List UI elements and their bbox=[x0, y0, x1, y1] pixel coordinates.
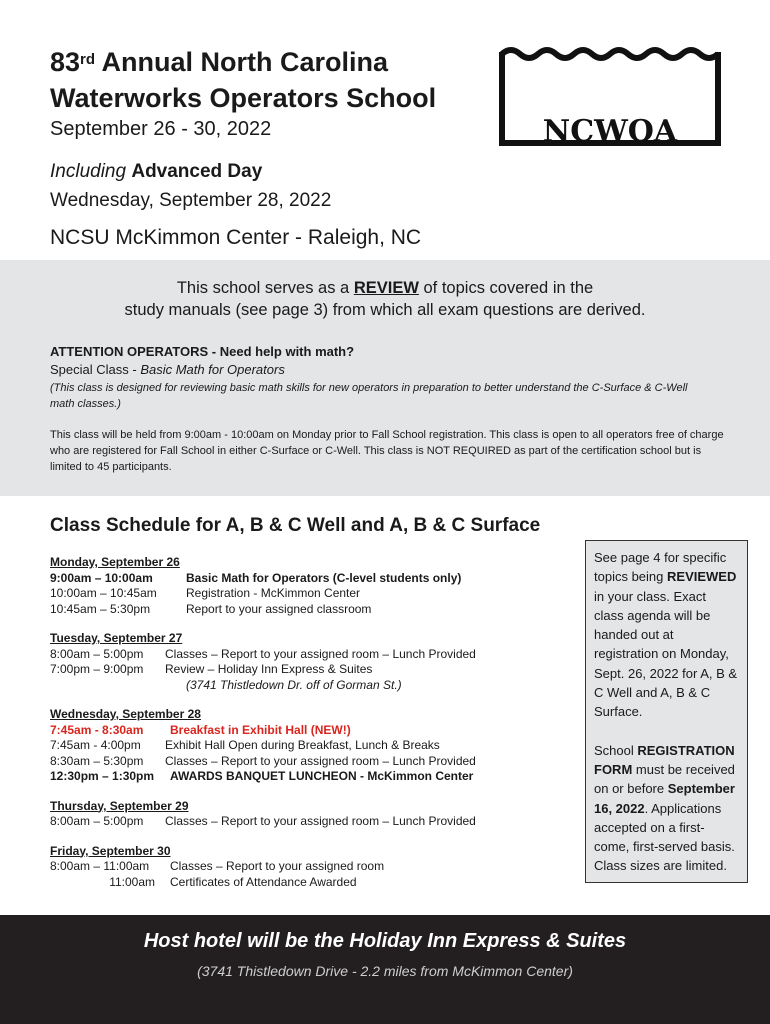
advanced-day-label: Advanced Day bbox=[131, 161, 263, 182]
schedule-subnote: (3741 Thistledown Dr. off of Gorman St.) bbox=[186, 677, 402, 692]
schedule-desc: Classes – Report to your assigned room bbox=[170, 859, 385, 873]
schedule-row bbox=[50, 859, 580, 875]
schedule-time: 7:00pm – 9:00pm bbox=[50, 662, 144, 676]
title-rest: Annual North Carolina bbox=[95, 47, 389, 77]
sidebox-text: in your class. Exact class agenda will be handed out at registration on Monday, Sept. 26, 2022 for A, B & C Well and A, B & C Surface. bbox=[594, 588, 738, 720]
schedule-row bbox=[50, 586, 580, 602]
schedule-time: 8:00am – 5:00pm bbox=[50, 814, 144, 828]
host-hotel: Host hotel will be the Holiday Inn Express & Suites bbox=[143, 930, 627, 952]
title-ordinal: rd bbox=[80, 51, 96, 68]
schedule-time: 12:30pm – 1:30pm bbox=[50, 769, 155, 783]
sidebox-topics bbox=[594, 548, 739, 722]
including-text: Including bbox=[50, 161, 127, 182]
schedule-time: 10:00am – 10:45am bbox=[50, 586, 157, 600]
page-title bbox=[50, 44, 436, 116]
day-title: Friday, September 30 bbox=[50, 843, 171, 858]
sidebox-emphasis: REVIEWED bbox=[667, 569, 737, 585]
day-title: Wednesday, September 28 bbox=[50, 707, 201, 721]
title-number: 83 bbox=[50, 47, 81, 77]
day-title: Thursday, September 29 bbox=[50, 798, 189, 813]
sidebox-registration bbox=[594, 741, 739, 876]
sidebox-text: . Applications accepted on a first-come, first-served basis. Class sizes are limited. bbox=[594, 800, 735, 874]
school-dates: September 26 - 30, 2022 bbox=[50, 118, 272, 140]
sidebox-emphasis: REGISTRATION FORM bbox=[594, 742, 735, 777]
special-class-details: This class will be held from 9:00am - 10:00am on Monday prior to Fall School registration. This class is open to all operators free of charge who are registered for Fall School in either C-Surface or C-Well. This class is NOT REQUIRED as part of the certification school but is limited to 45 participants. bbox=[50, 429, 724, 473]
title-line-2: Waterworks Operators School bbox=[50, 83, 437, 113]
review-line-1 bbox=[0, 277, 770, 299]
schedule-time: 7:45am - 4:00pm bbox=[50, 738, 141, 752]
day-title: Monday, September 26 bbox=[50, 555, 180, 569]
review-post: of topics covered in the bbox=[423, 279, 594, 297]
venue: NCSU McKimmon Center - Raleigh, NC bbox=[50, 226, 422, 249]
schedule-desc: Classes – Report to your assigned room – Lunch Provided bbox=[165, 753, 476, 768]
schedule-day-thursday bbox=[50, 799, 580, 830]
schedule-row bbox=[50, 647, 580, 663]
schedule-day-friday bbox=[50, 844, 580, 891]
schedule-row bbox=[50, 723, 580, 739]
schedule-desc: Classes – Report to your assigned room – Lunch Provided bbox=[165, 814, 476, 828]
schedule-time: 8:00am – 11:00am bbox=[50, 859, 150, 873]
schedule-day-monday bbox=[50, 555, 580, 617]
schedule-desc: Report to your assigned classroom bbox=[186, 601, 372, 616]
schedule-row bbox=[50, 754, 580, 770]
schedule-row bbox=[50, 571, 580, 587]
schedule-time: 8:00am – 5:00pm bbox=[50, 646, 144, 661]
schedule-time: 9:00am – 10:00am bbox=[50, 570, 153, 585]
review-pre: This school serves as a bbox=[176, 279, 350, 297]
registration-deadline: September 16, 2022 bbox=[594, 781, 735, 816]
schedule-row bbox=[50, 875, 580, 891]
schedule-desc: Classes – Report to your assigned room – Lunch Provided bbox=[165, 646, 476, 661]
schedule-row bbox=[50, 738, 580, 754]
schedule-desc: AWARDS BANQUET LUNCHEON - McKimmon Center bbox=[170, 769, 474, 783]
day-title: Tuesday, September 27 bbox=[50, 631, 183, 645]
attention-heading: ATTENTION OPERATORS - Need help with math? bbox=[50, 344, 355, 359]
schedule-row bbox=[50, 814, 580, 830]
schedule-row bbox=[50, 769, 580, 785]
title-line-1 bbox=[50, 44, 436, 80]
schedule-time: 7:45am - 8:30am bbox=[50, 722, 144, 737]
class-schedule bbox=[50, 555, 580, 890]
special-class-line bbox=[50, 362, 285, 377]
schedule-desc: Registration - McKimmon Center bbox=[186, 586, 361, 600]
schedule-desc: Exhibit Hall Open during Breakfast, Lunch & Breaks bbox=[165, 738, 440, 752]
review-statement bbox=[0, 277, 770, 321]
advanced-day-line bbox=[50, 161, 262, 183]
schedule-time: 10:45am – 5:30pm bbox=[50, 601, 151, 616]
schedule-day-tuesday bbox=[50, 631, 580, 693]
schedule-row bbox=[50, 662, 580, 678]
hotel-address: (3741 Thistledown Drive - 2.2 miles from McKimmon Center) bbox=[197, 963, 573, 979]
schedule-row bbox=[50, 602, 580, 618]
schedule-desc: Review – Holiday Inn Express & Suites bbox=[165, 662, 373, 676]
ncwoa-logo bbox=[498, 46, 722, 150]
logo-text: NCWOA bbox=[542, 114, 678, 149]
special-class-pre: Special Class - bbox=[50, 362, 137, 377]
sidebox-text: School bbox=[594, 742, 634, 758]
schedule-day-wednesday bbox=[50, 707, 580, 785]
review-line-2: study manuals (see page 3) from which all exam questions are derived. bbox=[124, 301, 646, 319]
schedule-time: 11:00am bbox=[109, 874, 155, 889]
sidebox-text: See page 4 for specific topics being bbox=[594, 550, 727, 585]
special-class-note: (This class is designed for reviewing basic math skills for new operators in preparation to better understand the C-Surface & C-Well math classes.) bbox=[50, 382, 688, 410]
schedule-time: 8:30am – 5:30pm bbox=[50, 753, 144, 768]
info-sidebox bbox=[585, 540, 748, 883]
advanced-day-date: Wednesday, September 28, 2022 bbox=[50, 190, 332, 211]
sidebox-text: must be received on or before bbox=[594, 761, 735, 797]
schedule-desc: Breakfast in Exhibit Hall (NEW!) bbox=[170, 722, 351, 737]
review-word: REVIEW bbox=[353, 279, 419, 297]
special-class-title: Basic Math for Operators bbox=[140, 362, 285, 377]
schedule-desc: Basic Math for Operators (C-level students only) bbox=[186, 570, 462, 585]
schedule-desc: Certificates of Attendance Awarded bbox=[170, 874, 357, 889]
schedule-heading: Class Schedule for A, B & C Well and A, B & C Surface bbox=[50, 515, 541, 536]
